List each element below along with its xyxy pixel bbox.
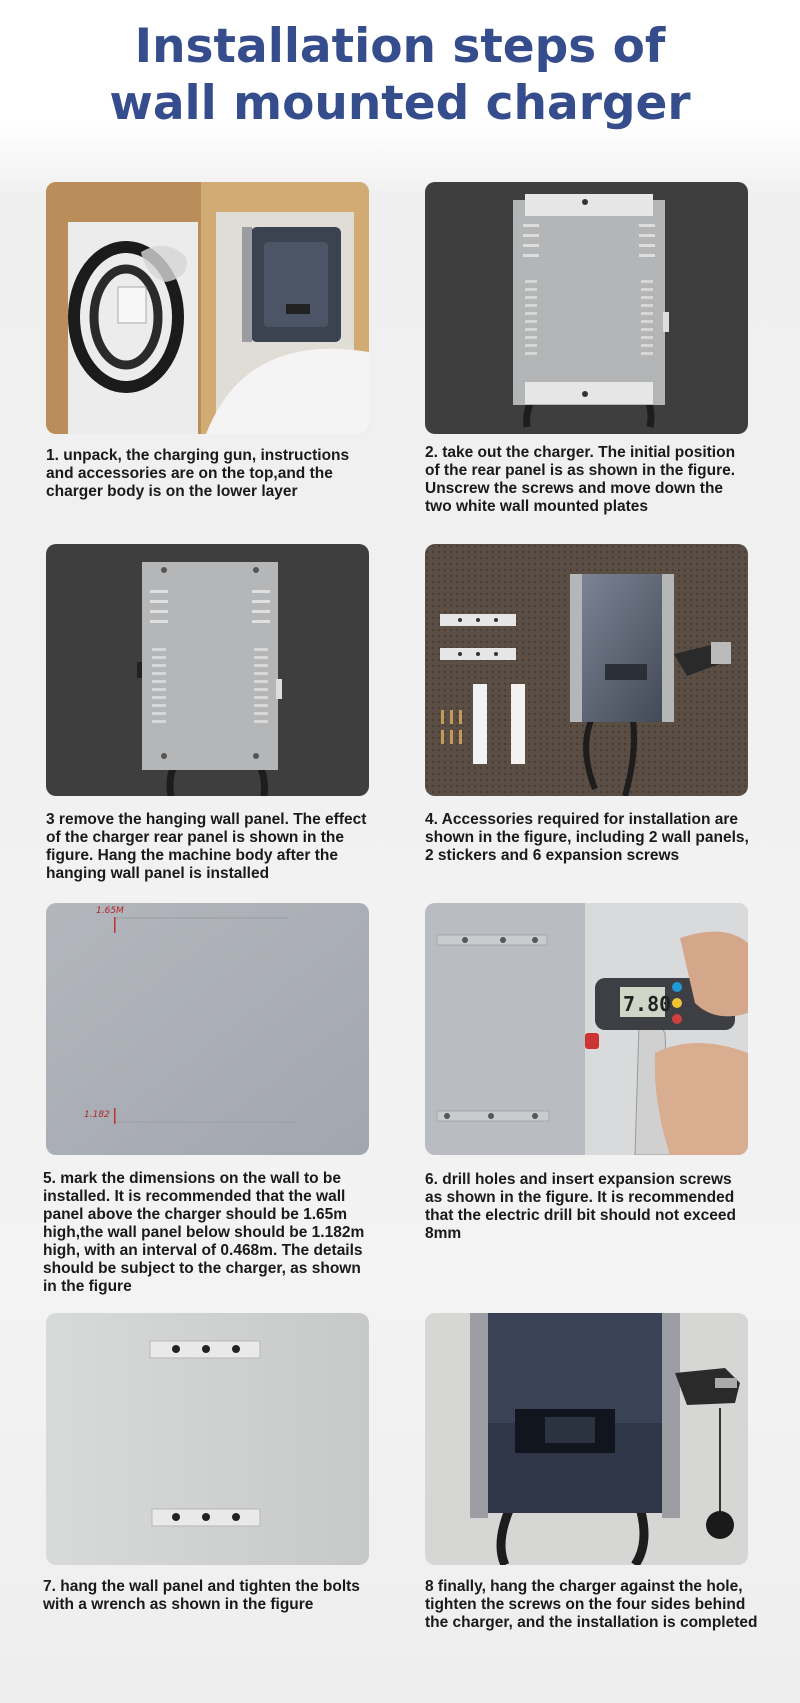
wall-mark-bottom: 1.182: [84, 1110, 110, 1120]
step-4-caption: 4. Accessories required for installation are shown in the figure, including 2 wall panels, 2 stickers and 6 expansion screws: [425, 811, 749, 864]
step-6-caption: 6. drill holes and insert expansion screws as shown in the figure. It is recommended that the electric drill bit should not exceed 8mm: [425, 1171, 736, 1242]
step-1-caption: 1. unpack, the charging gun, instructions and accessories are on the top,and the charger body is on the lower layer: [46, 447, 350, 500]
title-line-1: Installation steps of: [134, 19, 666, 74]
step-2-photo: [425, 182, 748, 434]
step-7-caption: 7. hang the wall panel and tighten the bolts with a wrench as shown in the figure: [43, 1578, 360, 1613]
page-title: [0, 18, 800, 132]
step-3-caption: 3 remove the hanging wall panel. The effect of the charger rear panel is shown in the figure. Hang the machine body after the hanging wall panel is installed: [46, 811, 367, 882]
step-2-caption: 2. take out the charger. The initial position of the rear panel is as shown in the figure. Unscrew the screws and move down the two white wall mounted plates: [425, 444, 736, 515]
step-8-photo: [425, 1313, 748, 1565]
title-line-2: wall mounted charger: [109, 76, 691, 131]
wall-mark-top: 1.65M: [96, 906, 124, 916]
step-6-photo: [425, 903, 748, 1155]
caliper-reading: 7.80: [623, 992, 672, 1016]
step-1-photo: [46, 182, 369, 434]
step-4-photo: [425, 544, 748, 796]
step-5-photo: [46, 903, 369, 1155]
step-8-caption: 8 finally, hang the charger against the hole, tighten the screws on the four sides behind the charger, and the installation is completed: [425, 1578, 758, 1631]
step-5-caption: 5. mark the dimensions on the wall to be installed. It is recommended that the wall panel above the charger should be 1.65m high,the wall panel below should be 1.182m high, with an interval of 0.468m. The details should be subject to the charger, as shown in the figure: [43, 1170, 365, 1295]
step-3-photo: [46, 544, 369, 796]
step-7-photo: [46, 1313, 369, 1565]
